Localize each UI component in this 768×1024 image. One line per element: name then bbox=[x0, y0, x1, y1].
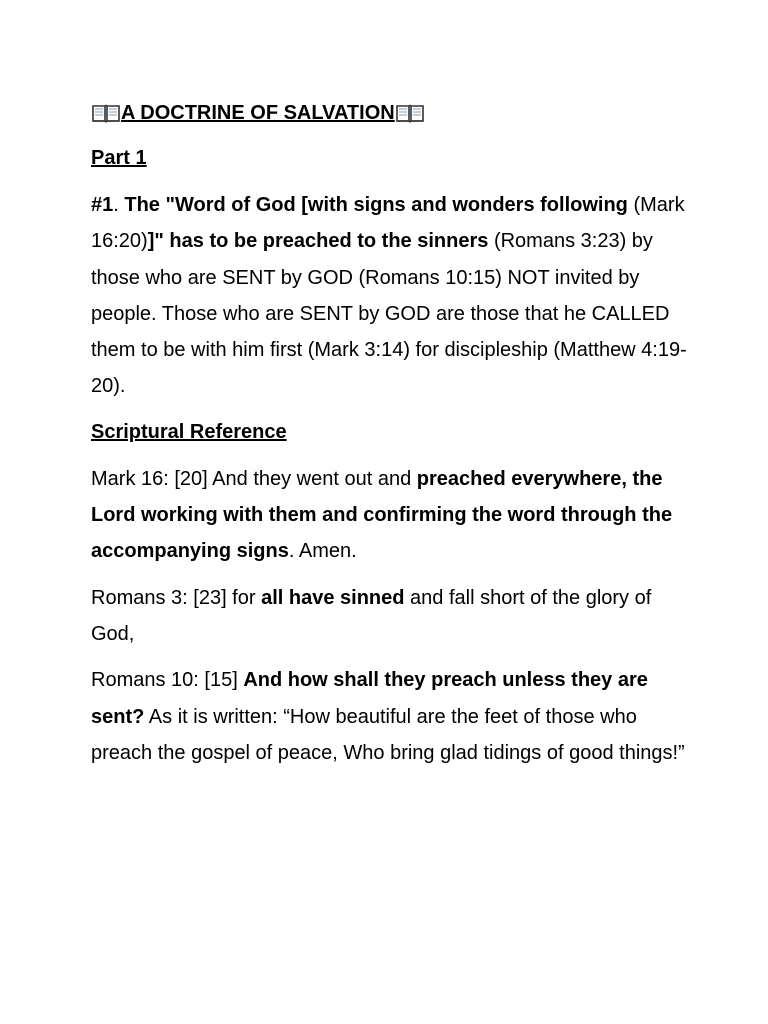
document-title: A DOCTRINE OF SALVATION bbox=[121, 102, 395, 124]
bold-text: And how shall they preach unless they are sent? bbox=[91, 669, 648, 728]
document-title-line bbox=[91, 96, 691, 130]
bold-text: preached everywhere, the Lord working with them and confirming the word through the accompanying signs bbox=[91, 467, 673, 563]
plain-text: . Amen. bbox=[288, 540, 357, 563]
plain-text: Romans 3: [23] for bbox=[91, 586, 262, 609]
plain-text: (Romans 3:23) by those who are SENT by GOD (Romans 10:15) NOT invited by people. Those who are SENT by GOD are those that he CALLED them to be with him first (Mark 3:14) for discipleship (Matthew 4:19-20). bbox=[91, 230, 687, 398]
plain-text: As it is written: “How beautiful are the feet of those who preach the gospel of peace, Who bring glad tidings of good things!” bbox=[91, 705, 685, 764]
bold-text: ]" has to be preached to the sinners bbox=[147, 230, 489, 253]
bold-text: all have sinned bbox=[261, 586, 405, 609]
plain-text: (Mark 16:20) bbox=[91, 194, 685, 253]
plain-text: Romans 10: [15] bbox=[91, 669, 244, 692]
plain-text: Mark 16: [20] And they went out and bbox=[91, 467, 417, 490]
open-book-icon bbox=[395, 103, 425, 123]
paragraph-number-dot: . bbox=[113, 194, 125, 216]
document-page bbox=[91, 96, 691, 781]
scripture-mark-16-20 bbox=[91, 461, 691, 570]
plain-text: and fall short of the glory of God, bbox=[91, 586, 652, 645]
scriptural-reference-heading: Scriptural Reference bbox=[91, 420, 287, 443]
paragraph-1 bbox=[91, 187, 691, 405]
scripture-romans-3-23 bbox=[91, 580, 691, 653]
part-heading: Part 1 bbox=[91, 147, 147, 169]
paragraph-number: #1 bbox=[91, 194, 114, 216]
open-book-icon bbox=[91, 103, 121, 123]
scripture-romans-10-15 bbox=[91, 662, 691, 771]
bold-text: The "Word of God [with signs and wonders following bbox=[124, 194, 634, 216]
